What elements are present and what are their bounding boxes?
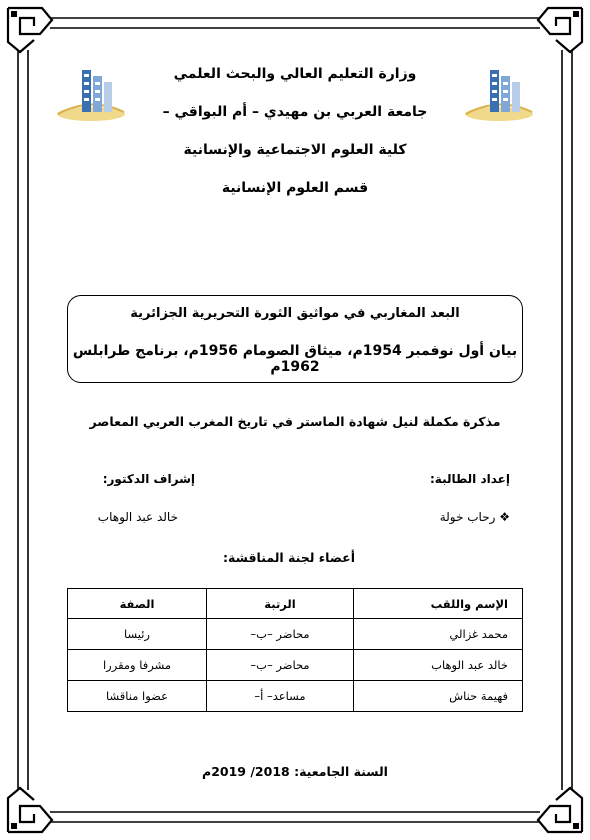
department-name: قسم العلوم الإنسانية [221, 180, 369, 196]
committee-table [67, 588, 523, 712]
thesis-title: البعد المغاربي في مواثيق الثورة التحريرية الجزائرية [130, 306, 460, 321]
member-name: محمد غزالي [354, 619, 523, 650]
table-row [68, 619, 523, 650]
member-rank: محاضر –ب– [207, 619, 354, 650]
member-role: عضوا مناقشا [68, 681, 207, 712]
ministry-name: وزارة التعليم العالي والبحث العلمي [173, 66, 417, 82]
member-rank: مساعد– أ– [207, 681, 354, 712]
member-name: فهيمة حناش [354, 681, 523, 712]
member-role: رئيسا [68, 619, 207, 650]
table-row [68, 650, 523, 681]
diamond-bullet-icon: ❖ [499, 510, 510, 524]
prepared-by-label: إعداد الطالبة: [430, 472, 510, 486]
thesis-subtitle: بيان أول نوفمبر 1954م، ميثاق الصومام 1956م، برنامج طرابلس 1962م [72, 343, 518, 375]
supervisor-name: خالد عبد الوهاب [97, 510, 178, 524]
member-name: خالد عبد الوهاب [354, 650, 523, 681]
member-role: مشرفا ومقررا [68, 650, 207, 681]
table-header-row [68, 589, 523, 619]
table-row [68, 681, 523, 712]
column-header-role: الصفة [68, 589, 207, 619]
column-header-rank: الرتبة [207, 589, 354, 619]
thesis-title-box [67, 295, 523, 383]
faculty-name: كلية العلوم الاجتماعية والإنسانية [183, 142, 407, 158]
student-name-row [440, 510, 510, 524]
member-rank: محاضر –ب– [207, 650, 354, 681]
supervision-label: إشراف الدكتور: [102, 472, 195, 486]
academic-year: السنة الجامعية: 2018/ 2019م [202, 764, 388, 779]
column-header-name: الإسم واللقب [354, 589, 523, 619]
degree-statement: مذكرة مكملة لنيل شهادة الماستر في تاريخ المغرب العربي المعاصر [89, 414, 501, 429]
student-name: رحاب خولة [439, 510, 496, 524]
university-name: جامعة العربي بن مهيدي – أم البواقي – [162, 104, 428, 120]
committee-title: أعضاء لجنة المناقشة: [223, 550, 355, 565]
